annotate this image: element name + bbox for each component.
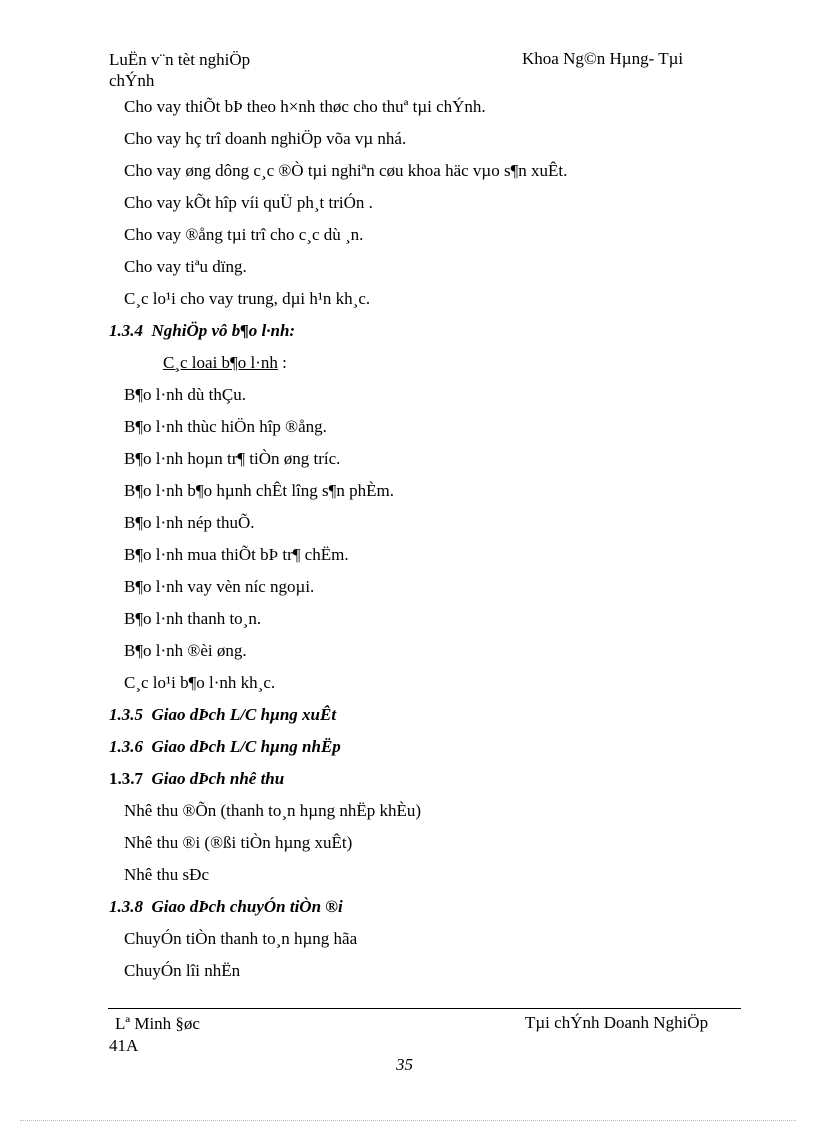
section-number: 1.3.7 xyxy=(109,769,143,788)
footer-class: 41A xyxy=(109,1036,139,1055)
header-right: Khoa Ng©n Hµng- Tµi xyxy=(522,49,684,68)
footer-right: Tµi chÝnh Doanh NghiÖp xyxy=(525,1013,709,1032)
section-title: Giao dÞch L/C hµng xuÊt xyxy=(151,705,337,724)
guarantee-line: B¶o l·nh vay vèn níc ngoµi. xyxy=(124,577,315,596)
collection-line: Nhê thu sÐc xyxy=(124,865,209,884)
transfer-line: ChuyÓn tiÒn thanh to¸n hµng hãa xyxy=(124,929,358,948)
section-heading-1-3-7 xyxy=(109,769,284,789)
body-line: Cho vay kÕt hîp víi quÜ ph¸t triÓn . xyxy=(124,193,373,212)
subheading-suffix: : xyxy=(277,353,287,372)
section-heading-1-3-8 xyxy=(109,897,343,917)
section-title: Giao dÞch chuyÓn tiÒn ®i xyxy=(151,897,343,916)
guarantee-line: B¶o l·nh b¶o hµnh chÊt lîng s¶n phÈm. xyxy=(124,481,394,500)
section-title: NghiÖp vô b¶o l·nh: xyxy=(151,321,296,340)
collection-line: Nhê thu ®i (®ßi tiÒn hµng xuÊt) xyxy=(124,833,353,852)
footer-author: Lª Minh §øc xyxy=(115,1014,200,1033)
guarantee-line: B¶o l·nh hoµn tr¶ tiÒn øng tríc. xyxy=(124,449,341,468)
guarantee-line: B¶o l·nh thanh to¸n. xyxy=(124,609,262,628)
body-line: Cho vay tiªu dïng. xyxy=(124,257,247,276)
section-heading-1-3-5 xyxy=(109,705,336,725)
body-line: Cho vay ®ång tµi trî cho c¸c dù ¸n. xyxy=(124,225,364,244)
section-heading-1-3-4 xyxy=(109,321,295,341)
section-number: 1.3.5 xyxy=(109,705,143,724)
body-line: Cho vay hç trî doanh nghiÖp võa vµ nhá. xyxy=(124,129,407,148)
header-left xyxy=(109,49,250,91)
body-line: C¸c lo¹i cho vay trung, dµi h¹n kh¸c. xyxy=(124,289,371,308)
guarantee-line: B¶o l·nh thùc hiÖn hîp ®ång. xyxy=(124,417,327,436)
guarantee-line: B¶o l·nh dù thÇu. xyxy=(124,385,246,404)
page-number: 35 xyxy=(396,1055,413,1074)
guarantee-line: B¶o l·nh ®èi øng. xyxy=(124,641,247,660)
header-left-line2: chÝnh xyxy=(109,71,155,90)
section-number: 1.3.6 xyxy=(109,737,143,756)
header-left-line1: LuËn v¨n tèt nghiÖp xyxy=(109,50,251,69)
footer-divider xyxy=(108,1008,741,1009)
guarantee-line: B¶o l·nh mua thiÕt bÞ tr¶ chËm. xyxy=(124,545,349,564)
footer-left xyxy=(109,1013,200,1057)
page-edge-divider xyxy=(20,1120,796,1121)
transfer-line: ChuyÓn lîi nhËn xyxy=(124,961,241,980)
body-line: Cho vay thiÕt bÞ theo h×nh thøc cho thuª tµi chÝnh. xyxy=(124,97,486,116)
section-number: 1.3.4 xyxy=(109,321,143,340)
body-line: Cho vay øng dông c¸c ®Ò tµi nghiªn cøu khoa häc vµo s¶n xuÊt. xyxy=(124,161,568,180)
subheading-text: C¸c loai b¶o l·nh xyxy=(163,353,278,372)
subheading xyxy=(163,353,287,373)
collection-line: Nhê thu ®Õn (thanh to¸n hµng nhËp khÈu) xyxy=(124,801,422,820)
section-heading-1-3-6 xyxy=(109,737,341,757)
section-title: Giao dÞch nhê thu xyxy=(151,769,285,788)
section-number: 1.3.8 xyxy=(109,897,143,916)
guarantee-line: C¸c lo¹i b¶o l·nh kh¸c. xyxy=(124,673,276,692)
guarantee-line: B¶o l·nh nép thuÕ. xyxy=(124,513,255,532)
section-title: Giao dÞch L/C hµng nhËp xyxy=(151,737,341,756)
